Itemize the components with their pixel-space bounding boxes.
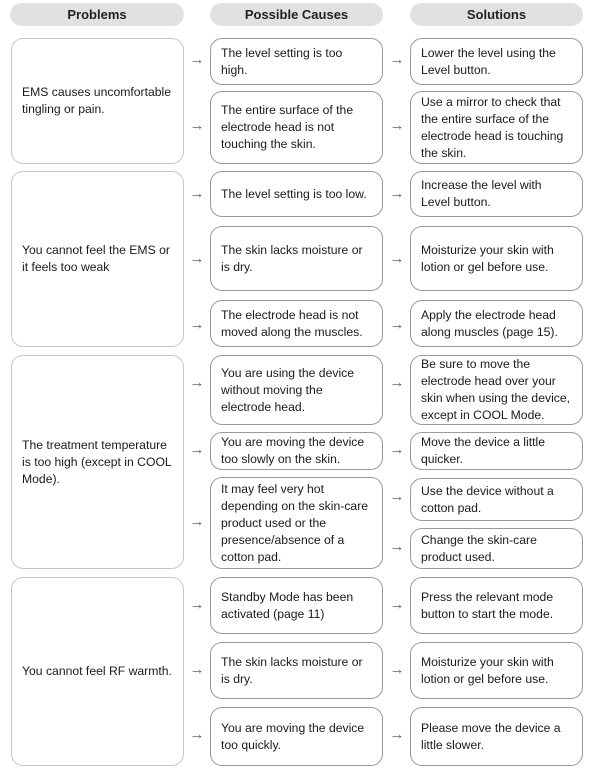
arrow-icon: →: [189, 661, 205, 678]
arrow-icon: →: [189, 316, 205, 333]
header-problems: Problems: [10, 3, 184, 26]
cause-box: You are moving the device too slowly on the skin.: [210, 432, 383, 470]
cause-box: It may feel very hot depending on the skin-care product used or the presence/absence of a cotton pad.: [210, 477, 383, 569]
arrow-icon: →: [189, 51, 205, 68]
solution-box: Press the relevant mode button to start the mode.: [410, 577, 583, 634]
arrow-icon: →: [189, 513, 205, 530]
cause-box: The skin lacks moisture or is dry.: [210, 226, 383, 291]
cause-box: The level setting is too low.: [210, 171, 383, 217]
arrow-icon: →: [389, 538, 405, 555]
arrow-icon: →: [389, 316, 405, 333]
arrow-icon: →: [389, 185, 405, 202]
solution-box: Please move the device a little slower.: [410, 707, 583, 766]
solution-box: Be sure to move the electrode head over your skin when using the device, except in COOL Mode.: [410, 355, 583, 425]
arrow-icon: →: [189, 185, 205, 202]
solution-box: Lower the level using the Level button.: [410, 38, 583, 85]
arrow-icon: →: [389, 726, 405, 743]
solution-box: Apply the electrode head along muscles (page 15).: [410, 300, 583, 347]
arrow-icon: →: [189, 441, 205, 458]
cause-box: Standby Mode has been activated (page 11): [210, 577, 383, 634]
solution-box: Moisturize your skin with lotion or gel before use.: [410, 642, 583, 699]
arrow-icon: →: [189, 117, 205, 134]
arrow-icon: →: [389, 596, 405, 613]
header-solutions: Solutions: [410, 3, 583, 26]
solution-box: Change the skin-care product used.: [410, 528, 583, 569]
header-possible-causes: Possible Causes: [210, 3, 383, 26]
cause-box: The level setting is too high.: [210, 38, 383, 85]
cause-box: You are moving the device too quickly.: [210, 707, 383, 766]
problem-temperature-high: The treatment temperature is too high (except in COOL Mode).: [11, 355, 184, 569]
solution-box: Increase the level with Level button.: [410, 171, 583, 217]
arrow-icon: →: [189, 374, 205, 391]
problem-no-rf-warmth: You cannot feel RF warmth.: [11, 577, 184, 766]
cause-box: The electrode head is not moved along the muscles.: [210, 300, 383, 347]
arrow-icon: →: [389, 661, 405, 678]
cause-box: The entire surface of the electrode head is not touching the skin.: [210, 91, 383, 164]
arrow-icon: →: [389, 51, 405, 68]
arrow-icon: →: [389, 488, 405, 505]
arrow-icon: →: [189, 596, 205, 613]
cause-box: You are using the device without moving the electrode head.: [210, 355, 383, 425]
arrow-icon: →: [389, 374, 405, 391]
solution-box: Use the device without a cotton pad.: [410, 478, 583, 521]
arrow-icon: →: [189, 250, 205, 267]
solution-box: Move the device a little quicker.: [410, 432, 583, 470]
arrow-icon: →: [389, 441, 405, 458]
cause-box: The skin lacks moisture or is dry.: [210, 642, 383, 699]
problem-ems-pain: EMS causes uncomfortable tingling or pain.: [11, 38, 184, 164]
arrow-icon: →: [189, 726, 205, 743]
problem-ems-weak: You cannot feel the EMS or it feels too weak: [11, 171, 184, 347]
solution-box: Use a mirror to check that the entire surface of the electrode head is touching the skin.: [410, 91, 583, 164]
solution-box: Moisturize your skin with lotion or gel before use.: [410, 226, 583, 291]
arrow-icon: →: [389, 117, 405, 134]
arrow-icon: →: [389, 250, 405, 267]
